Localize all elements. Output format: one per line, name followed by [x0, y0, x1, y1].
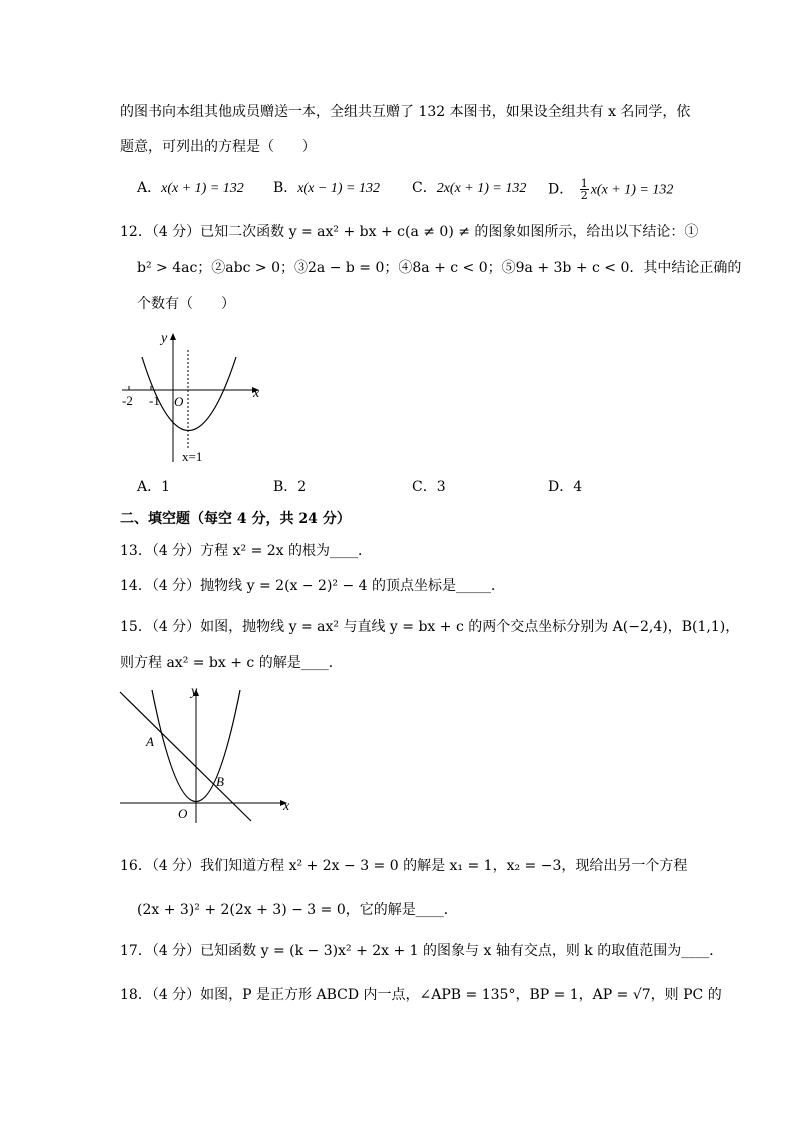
- q11-option-a: A．x(x + 1) = 132: [137, 180, 244, 196]
- x-axis-label: x: [253, 386, 260, 401]
- q12-line1: 12．（4 分）已知二次函数 y = ax² + bx + c(a ≠ 0) ≠ 的图象如图所示，给出以下结论：①: [120, 224, 699, 240]
- q14-text: 14．（4 分）抛物线 y = 2(x − 2)² − 4 的顶点坐标是_____．: [120, 578, 506, 594]
- q16-line2: (2x + 3)² + 2(2x + 3) − 3 = 0，它的解是____．: [137, 902, 458, 918]
- q13-text: 13．（4 分）方程 x² = 2x 的根为____．: [120, 543, 373, 559]
- origin-label: O: [174, 394, 184, 409]
- q12-option-b: B．2: [273, 479, 307, 495]
- q12-parabola-figure: [112, 326, 272, 466]
- y-axis-arrow-icon: [170, 333, 176, 340]
- q12-line2: b² > 4ac；②abc > 0；③2a − b = 0；④8a + c < 0；⑤9a + 3b + c < 0．其中结论正确的: [137, 260, 742, 276]
- q12-line3: 个数有（ ）: [137, 296, 235, 312]
- tick-label-minus-1: -1: [149, 393, 160, 408]
- y-axis-label: y: [161, 331, 168, 346]
- q11-line2: 题意，可列出的方程是（ ）: [120, 139, 316, 155]
- q17-text: 17．（4 分）已知函数 y = (k − 3)x² + 2x + 1 的图象与 x 轴有交点，则 k 的取值范围为____．: [120, 943, 724, 959]
- tick-label-minus-2: -2: [122, 393, 133, 408]
- q11-line1: 的图书向本组其他成员赠送一本，全组共互赠了 132 本图书，如果设全组共有 x 名同学，依: [120, 104, 691, 120]
- x-axis-label: x: [283, 799, 290, 814]
- point-a-label: A: [146, 734, 154, 749]
- q15-line1: 15．（4 分）如图，抛物线 y = ax² 与直线 y = bx + c 的两个交点坐标分别为 A(−2,4)，B(1,1)，: [120, 619, 740, 635]
- q11-option-b: B．x(x − 1) = 132: [273, 180, 380, 196]
- q12-option-d: D．4: [548, 479, 583, 495]
- q15-parabola-line-figure: [115, 680, 300, 825]
- q12-option-a: A．1: [137, 479, 171, 495]
- y-axis-label: y: [191, 684, 198, 699]
- q11-option-d: D． $\frac{1}{2}$ x(x + 1) = 132: [548, 177, 674, 202]
- straight-line: [120, 692, 251, 821]
- q16-line1: 16．（4 分）我们知道方程 x² + 2x − 3 = 0 的解是 x₁ = 1，x₂ = −3，现给出另一个方程: [120, 858, 688, 874]
- q18-text: 18．（4 分）如图，P 是正方形 ABCD 内一点，∠APB = 135°，BP = 1，AP = √7，则 PC 的: [120, 987, 722, 1003]
- q12-option-c: C．3: [412, 479, 446, 495]
- symmetry-axis-label: x=1: [182, 449, 203, 464]
- origin-label: O: [178, 806, 188, 821]
- fraction-one-half: $\frac{1}{2}$: [580, 177, 588, 202]
- section-title: 二、填空题（每空 4 分，共 24 分）: [120, 511, 351, 527]
- point-b-label: B: [216, 774, 224, 789]
- q15-line2: 则方程 ax² = bx + c 的解是____．: [120, 655, 343, 671]
- q11-option-c: C．2x(x + 1) = 132: [412, 180, 527, 196]
